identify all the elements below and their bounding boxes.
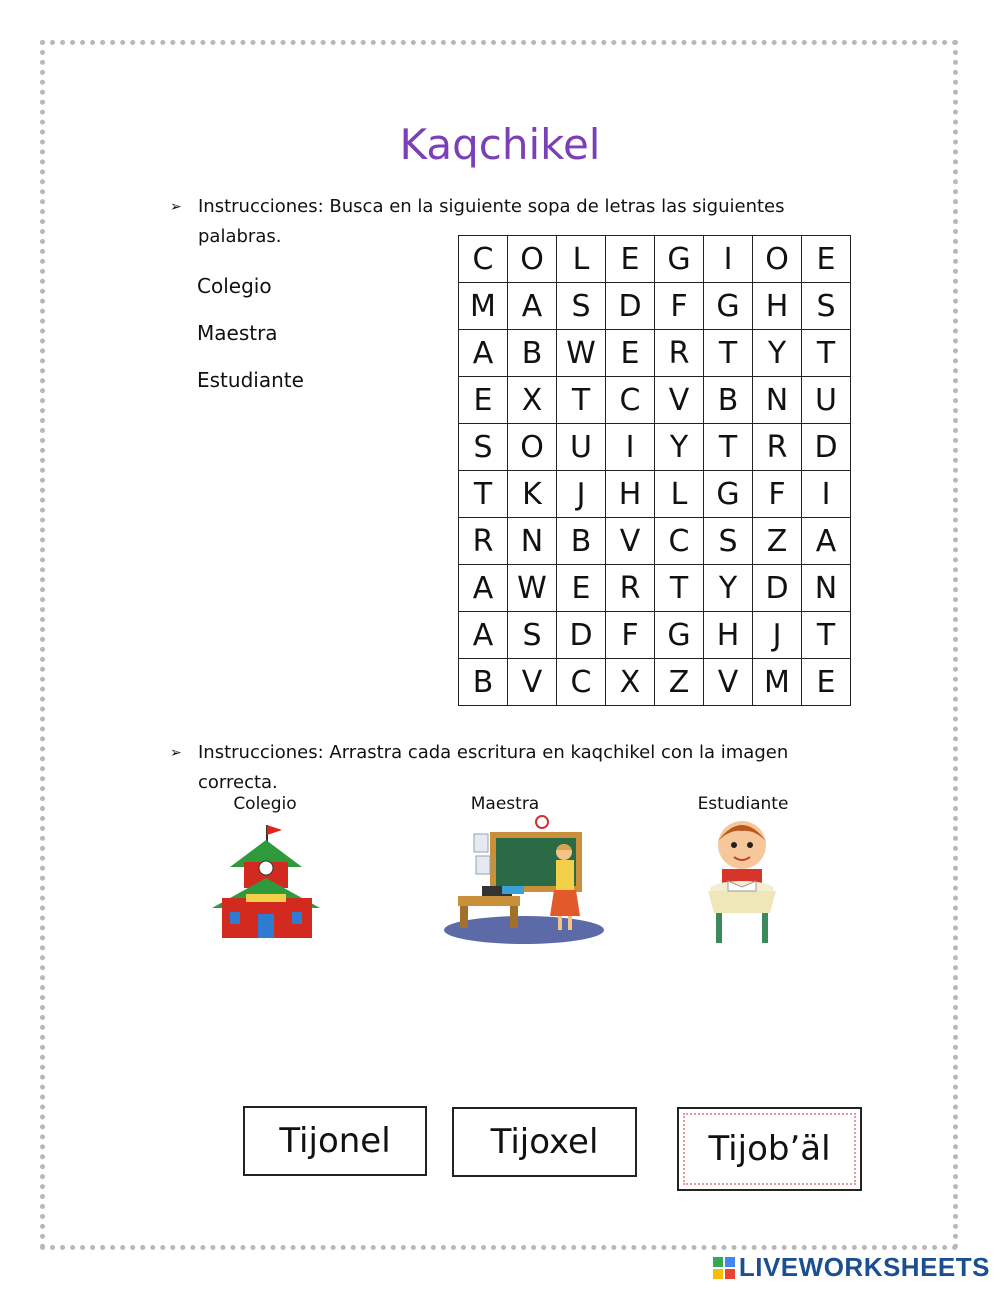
grid-cell: M [459, 283, 508, 330]
grid-cell: B [508, 330, 557, 377]
word-item: Colegio [197, 274, 272, 298]
grid-cell: G [655, 236, 704, 283]
grid-cell: I [704, 236, 753, 283]
grid-cell: H [753, 283, 802, 330]
grid-cell: U [557, 424, 606, 471]
grid-cell: S [508, 612, 557, 659]
grid-cell: S [704, 518, 753, 565]
grid-cell: Y [704, 565, 753, 612]
grid-cell: C [459, 236, 508, 283]
word-search-grid [458, 235, 851, 706]
drag-card-tijoxel[interactable]: Tijoxel [452, 1107, 637, 1177]
drag-card-tijonel[interactable]: Tijonel [243, 1106, 427, 1176]
word-item: Estudiante [197, 368, 304, 392]
grid-cell: A [459, 612, 508, 659]
liveworksheets-logo-icon [713, 1257, 735, 1279]
grid-cell: G [704, 283, 753, 330]
grid-cell: E [802, 236, 851, 283]
grid-cell: H [704, 612, 753, 659]
brand-logo: LIVEWORKSHEETS [713, 1252, 990, 1283]
grid-cell: Z [655, 659, 704, 706]
word-list [197, 270, 304, 411]
grid-row [459, 565, 851, 612]
grid-cell: W [508, 565, 557, 612]
grid-cell: Y [753, 330, 802, 377]
grid-cell: Z [753, 518, 802, 565]
grid-cell: C [606, 377, 655, 424]
grid-row [459, 471, 851, 518]
grid-cell: Y [655, 424, 704, 471]
grid-cell: E [606, 236, 655, 283]
grid-cell: A [459, 330, 508, 377]
grid-cell: D [606, 283, 655, 330]
grid-cell: X [508, 377, 557, 424]
arrow-bullet-icon: ➢ [170, 745, 182, 761]
grid-cell: O [753, 236, 802, 283]
grid-cell: M [753, 659, 802, 706]
grid-cell: H [606, 471, 655, 518]
grid-cell: A [802, 518, 851, 565]
grid-row [459, 424, 851, 471]
drag-card-tijobal[interactable]: Tijob’äl [677, 1107, 862, 1191]
grid-cell: V [655, 377, 704, 424]
grid-cell: V [508, 659, 557, 706]
grid-row [459, 518, 851, 565]
grid-cell: T [802, 330, 851, 377]
caption-colegio: Colegio [233, 794, 297, 814]
grid-cell: T [557, 377, 606, 424]
page-title: Kaqchikel [399, 120, 601, 169]
grid-cell: V [704, 659, 753, 706]
grid-cell: E [459, 377, 508, 424]
grid-cell: G [655, 612, 704, 659]
grid-cell: T [655, 565, 704, 612]
grid-cell: L [557, 236, 606, 283]
grid-cell: B [459, 659, 508, 706]
grid-cell: T [802, 612, 851, 659]
grid-cell: B [557, 518, 606, 565]
grid-cell: J [557, 471, 606, 518]
grid-cell: N [508, 518, 557, 565]
grid-cell: E [557, 565, 606, 612]
grid-cell: A [508, 283, 557, 330]
grid-cell: D [557, 612, 606, 659]
grid-cell: S [557, 283, 606, 330]
grid-cell: D [753, 565, 802, 612]
grid-cell: N [802, 565, 851, 612]
instruction-2: ➢ Instrucciones: Arrastra cada escritura en kaqchikel con la imagen correcta. [170, 738, 810, 798]
grid-cell: F [753, 471, 802, 518]
grid-cell: A [459, 565, 508, 612]
grid-row [459, 330, 851, 377]
grid-row [459, 236, 851, 283]
grid-cell: E [802, 659, 851, 706]
teacher-image [442, 812, 608, 948]
grid-cell: R [459, 518, 508, 565]
school-image [210, 822, 322, 940]
grid-cell: I [606, 424, 655, 471]
grid-cell: E [606, 330, 655, 377]
grid-row [459, 659, 851, 706]
caption-maestra: Maestra [470, 794, 540, 814]
grid-cell: S [802, 283, 851, 330]
grid-cell: G [704, 471, 753, 518]
grid-cell: C [557, 659, 606, 706]
instruction-1: ➢ Instrucciones: Busca en la siguiente sopa de letras las siguientes palabras. [170, 192, 810, 252]
grid-cell: R [606, 565, 655, 612]
grid-cell: K [508, 471, 557, 518]
grid-cell: O [508, 236, 557, 283]
caption-estudiante: Estudiante [697, 794, 789, 814]
grid-cell: C [655, 518, 704, 565]
grid-cell: B [704, 377, 753, 424]
grid-cell: F [606, 612, 655, 659]
grid-cell: W [557, 330, 606, 377]
grid-cell: V [606, 518, 655, 565]
grid-cell: T [704, 330, 753, 377]
arrow-bullet-icon: ➢ [170, 199, 182, 215]
grid-cell: T [704, 424, 753, 471]
grid-row [459, 283, 851, 330]
grid-cell: O [508, 424, 557, 471]
grid-row [459, 612, 851, 659]
grid-cell: J [753, 612, 802, 659]
grid-cell: R [655, 330, 704, 377]
student-image [704, 815, 780, 947]
grid-cell: T [459, 471, 508, 518]
grid-row [459, 377, 851, 424]
grid-cell: F [655, 283, 704, 330]
grid-cell: S [459, 424, 508, 471]
grid-cell: D [802, 424, 851, 471]
grid-cell: L [655, 471, 704, 518]
grid-cell: R [753, 424, 802, 471]
word-item: Maestra [197, 321, 278, 345]
grid-cell: N [753, 377, 802, 424]
grid-cell: X [606, 659, 655, 706]
grid-cell: I [802, 471, 851, 518]
grid-cell: U [802, 377, 851, 424]
